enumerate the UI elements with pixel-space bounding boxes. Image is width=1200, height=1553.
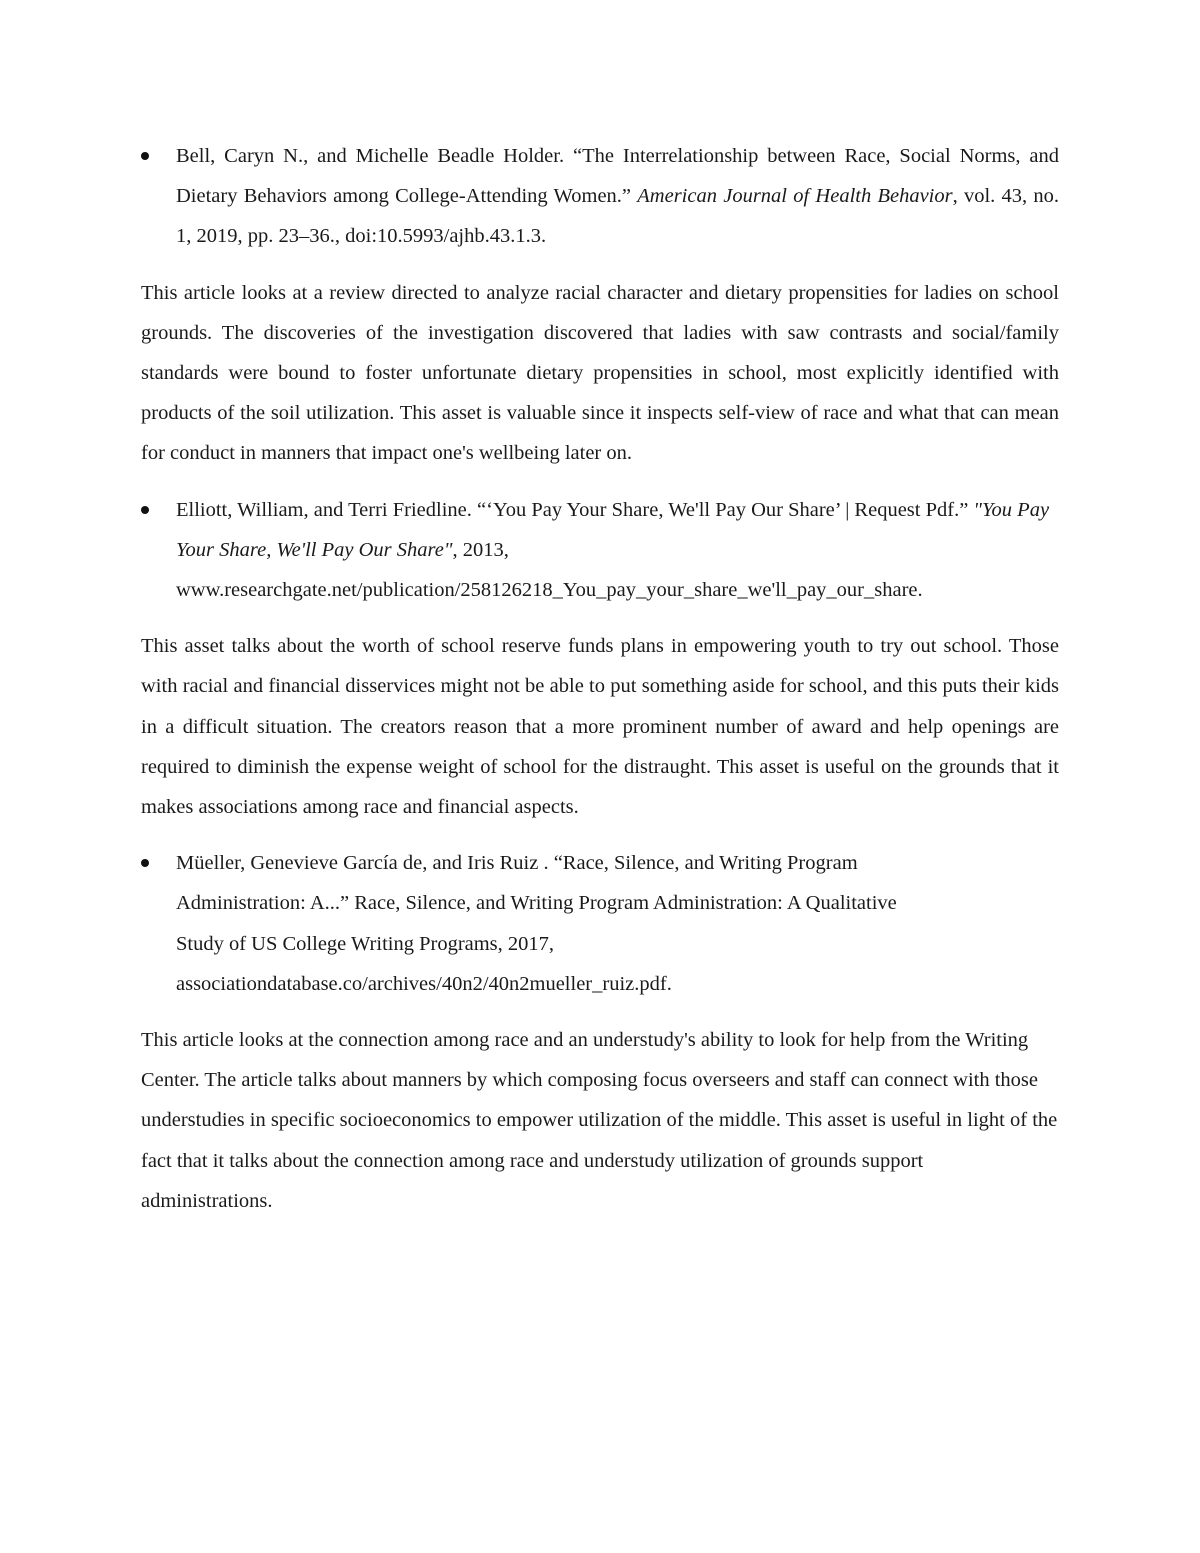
citation-url: associationdatabase.co/archives/40n2/40n2mueller_ruiz.pdf. [176, 972, 672, 995]
citation-journal: "You Pay Your Share, We'll Pay Our Share" [176, 498, 1050, 561]
annotation-paragraph: This article looks at a review directed to analyze racial character and dietary propensities for ladies on school grounds. The discoveries of the investigation discovered that ladies with saw contrasts and social/family standards were bound to foster unfortunate dietary propensities in school, most explicitly identified with products of the soil utilization. This asset is valuable since it inspects self-view of race and what that can mean for conduct in manners that impact one's wellbeing later on. [141, 281, 1059, 465]
citation-details: , vol. 43, no. 1, 2019, pp. 23–36., doi:10.5993/ajhb.43.1.3. [176, 185, 1060, 248]
bullet-icon [141, 152, 149, 160]
citation-mueller-ruiz [141, 843, 1059, 1004]
citation-line: Administration: A...” Race, Silence, and Writing Program Administration: A Qualitative [176, 892, 897, 915]
citation-line: Study of US College Writing Programs, 2017, [176, 932, 555, 955]
annotated-bibliography [141, 136, 1059, 1237]
citation-journal: American Journal of Health Behavior [637, 185, 953, 208]
citation-url: www.researchgate.net/publication/258126218_You_pay_your_share_we'll_pay_our_share. [176, 579, 923, 602]
citation-line: Müeller, Genevieve García de, and Iris Ruiz . “Race, Silence, and Writing Program [176, 852, 858, 875]
citation-bell-holder [141, 136, 1059, 257]
citation-authors: Elliott, William, and Terri Friedline. [176, 498, 472, 521]
bullet-icon [141, 859, 149, 867]
citation-elliott-friedline [141, 490, 1059, 611]
annotation-paragraph: This article looks at the connection among race and an understudy's ability to look for help from the Writing Center. The article talks about manners by which composing focus overseers and staff can connect with those understudies in specific socioeconomics to empower utilization of the middle. This asset is useful in light of the fact that it talks about the connection among race and understudy utilization of grounds support administrations. [141, 1029, 1058, 1212]
citation-year: , 2013, [452, 538, 509, 561]
annotation-paragraph: This asset talks about the worth of school reserve funds plans in empowering youth to try out school. Those with racial and financial disservices might not be able to put something aside for school, and this puts their kids in a difficult situation. The creators reason that a more prominent number of award and help openings are required to diminish the expense weight of school for the distraught. This asset is useful on the grounds that it makes associations among race and financial aspects. [141, 635, 1059, 819]
bullet-icon [141, 506, 149, 514]
citation-title: “‘You Pay Your Share, We'll Pay Our Share’ | Request Pdf.” [477, 498, 969, 521]
citation-authors: Bell, Caryn N., and Michelle Beadle Holder. [176, 145, 565, 167]
citation-title: “The Interrelationship between Race, Social Norms, and Dietary Behaviors among College-Attending Women.” [176, 145, 1059, 208]
